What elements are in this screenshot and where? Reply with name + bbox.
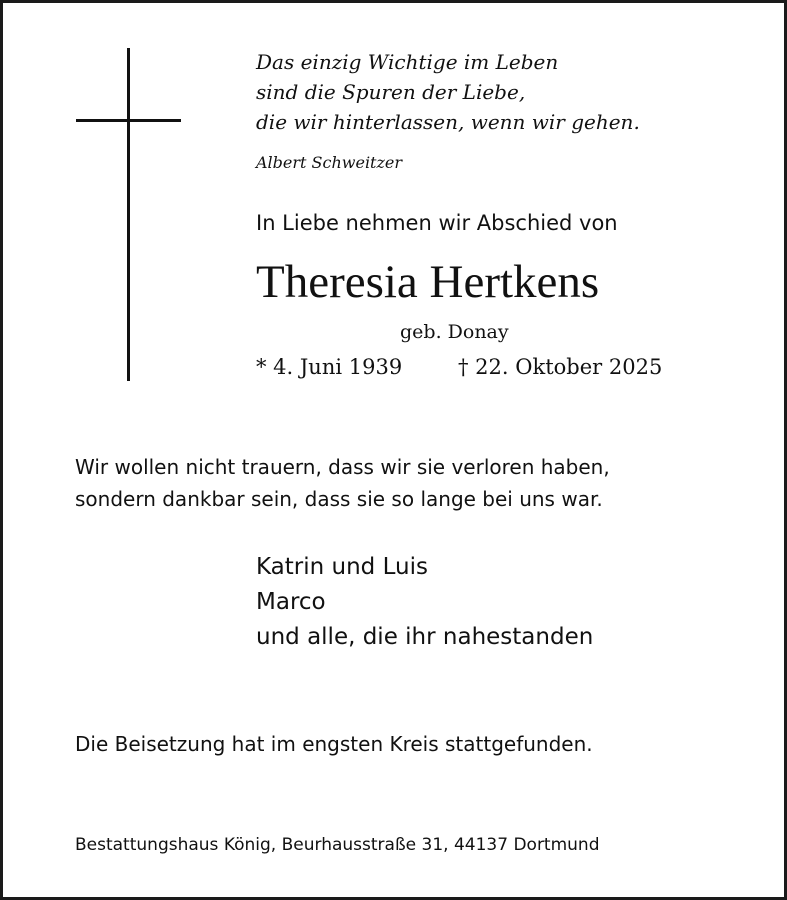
farewell-intro: In Liebe nehmen wir Abschied von [256,211,618,235]
cross-icon-vertical-bar [127,48,130,381]
mourner-line-1: Katrin und Luis [256,554,428,580]
birth-date: * 4. Juni 1939 [256,355,403,379]
quote-line-3: die wir hinterlassen, wenn wir gehen. [256,110,640,134]
quote-line-2: sind die Spuren der Liebe, [256,80,526,104]
quote-line-1: Das einzig Wichtige im Leben [256,50,559,74]
death-date: † 22. Oktober 2025 [458,355,663,379]
deceased-name: Theresia Hertkens [256,256,600,308]
maiden-name: geb. Donay [400,321,509,343]
saying-line-2: sondern dankbar sein, dass sie so lange bei uns war. [75,487,603,511]
mourner-line-3: und alle, die ihr nahestanden [256,624,594,650]
cross-icon-horizontal-bar [76,119,181,122]
quote-author: Albert Schweitzer [256,153,403,172]
saying-line-1: Wir wollen nicht trauern, dass wir sie verloren haben, [75,455,610,479]
burial-note: Die Beisetzung hat im engsten Kreis stattgefunden. [75,732,593,756]
undertaker-address: Bestattungshaus König, Beurhausstraße 31, 44137 Dortmund [75,835,600,855]
mourner-line-2: Marco [256,589,326,615]
